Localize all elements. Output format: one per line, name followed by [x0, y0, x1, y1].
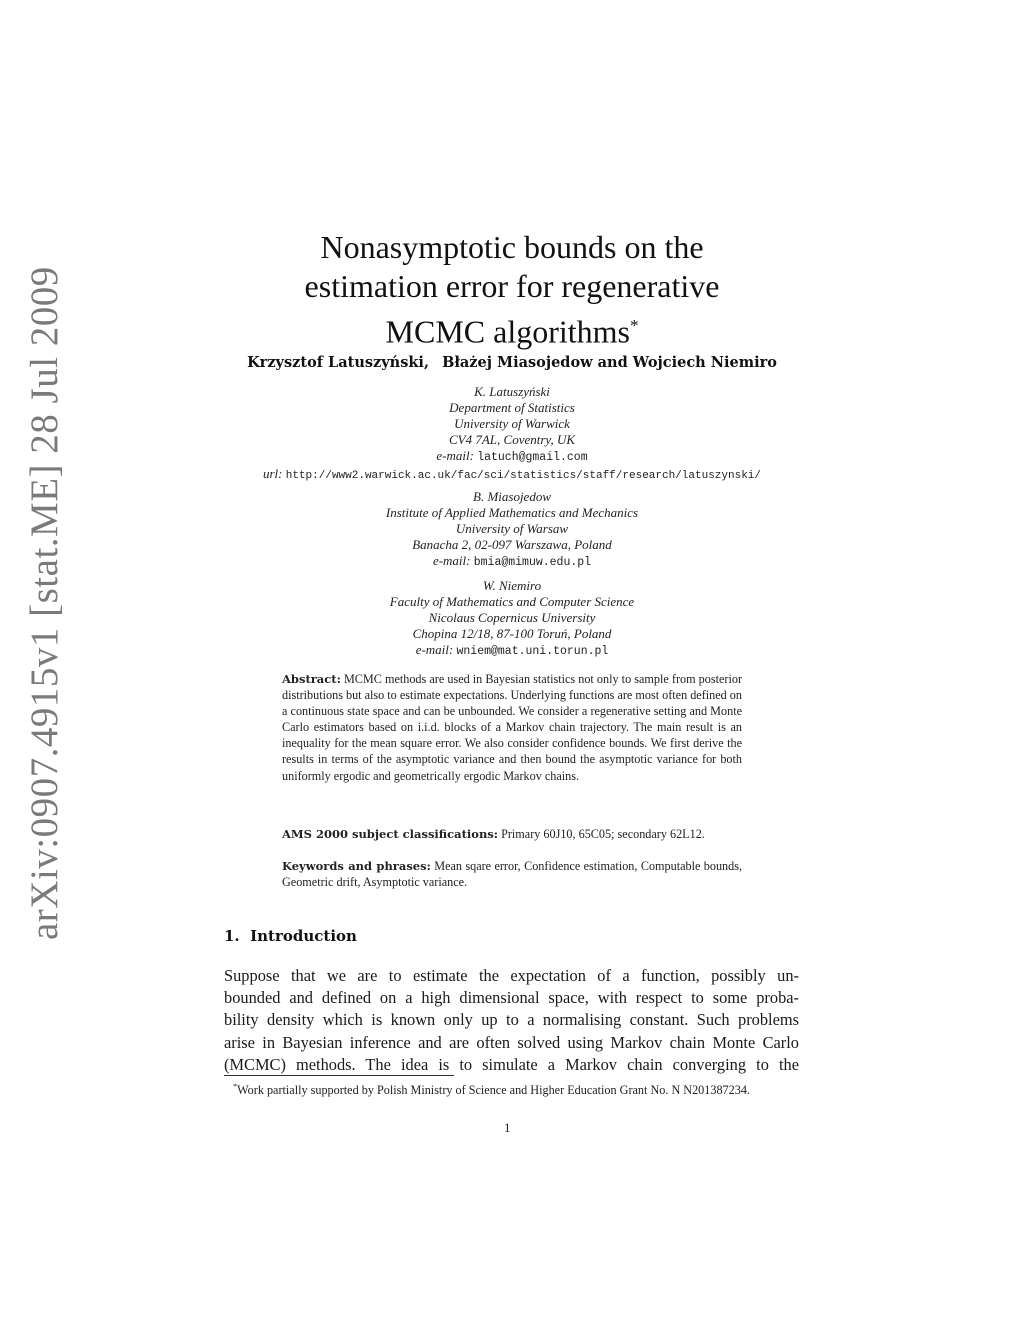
affiliation-latuszynski [160, 384, 864, 484]
affiliation-univ: Nicolaus Copernicus University [428, 610, 596, 625]
affiliation-dept: Institute of Applied Mathematics and Mechanics [385, 505, 639, 520]
affiliation-name: W. Niemiro [482, 578, 542, 593]
affiliation-dept: Department of Statistics [449, 400, 575, 415]
email-label: e-mail: [415, 642, 454, 657]
footnote-mark: * [233, 1082, 238, 1091]
affiliation-place: Banacha 2, 02-097 Warszawa, Poland [412, 537, 612, 552]
affiliation-url-row [160, 466, 864, 484]
body-line: bounded and defined on a high dimensional space, with respect to some proba- [224, 988, 799, 1008]
affiliation-place: Chopina 12/18, 87-100 Toruń, Poland [412, 626, 612, 641]
author-2-3: Błażej Miasojedow and Wojciech Niemiro [442, 354, 777, 371]
affiliation-univ: University of Warwick [454, 416, 570, 431]
affiliation-niemiro [160, 578, 864, 660]
classifications-label: AMS 2000 subject classifications: [282, 827, 499, 841]
email-label: e-mail: [436, 448, 474, 463]
email-label: e-mail: [432, 553, 471, 568]
title-line-1: Nonasymptotic bounds on the [320, 229, 704, 265]
abstract-text: MCMC methods are used in Bayesian statistics not only to sample from posterior distributions but also to estimate expectations. Underlying functions are most often defined on a continuous state space and can be unbounded. We consider a regenerative setting and Monte Carlo estimators based on i.i.d. blocks of a Markov chain trajectory. The main result is an inequality for the mean square error. We also consider confidence bounds. We first derive the results in terms of the asymptotic variance and then bound the asymptotic variance for both uniformly ergodic and geometrically ergodic Markov chains. [282, 672, 742, 783]
section-title: Introduction [250, 927, 357, 945]
affiliation-univ: University of Warsaw [455, 521, 569, 536]
classifications-text: Primary 60J10, 65C05; secondary 62L12. [501, 827, 705, 841]
affiliation-name: K. Latuszyński [474, 384, 550, 399]
url-label: url: [262, 466, 283, 481]
email-link[interactable]: latuch@gmail.com [477, 451, 588, 464]
affiliation-place: CV4 7AL, Coventry, UK [448, 432, 576, 447]
keywords [282, 858, 742, 890]
section-number: 1. [224, 927, 240, 945]
body-line: arise in Bayesian inference and are often solved using Markov chain Monte Carlo [224, 1032, 799, 1052]
keywords-text: Mean sqare error, Confidence estimation, Computable bounds, Geometric drift, Asymptotic variance. [282, 859, 743, 890]
introduction-paragraph [224, 965, 799, 1076]
email-link[interactable]: wniem@mat.uni.torun.pl [456, 645, 609, 658]
affiliation-miasojedow [160, 489, 864, 571]
email-link[interactable]: bmia@mimuw.edu.pl [473, 556, 592, 569]
title-line-2: estimation error for regenerative [304, 268, 720, 304]
title-line-3-text: MCMC algorithms [385, 313, 630, 350]
author-list [160, 354, 864, 371]
abstract-label: Abstract: [282, 672, 341, 686]
title-footnote-mark: * [629, 316, 639, 335]
keywords-label: Keywords and phrases: [282, 859, 431, 873]
body-line: bility density which is known only up to a normalising constant. Such problems [224, 1010, 799, 1030]
paper-title [180, 228, 844, 352]
footnote-divider [224, 1075, 454, 1076]
title-line-3 [180, 306, 844, 352]
footnote-text: Work partially supported by Polish Ministry of Science and Higher Education Grant No. N N201387234. [237, 1083, 750, 1098]
arxiv-identifier-stamp: arXiv:0907.4915v1 [stat.ME] 28 Jul 2009 [23, 266, 66, 940]
subject-classifications [282, 826, 742, 842]
footnote [224, 1079, 799, 1098]
body-line: Suppose that we are to estimate the expectation of a function, possibly un- [224, 966, 799, 985]
affiliation-dept: Faculty of Mathematics and Computer Science [389, 594, 635, 609]
affiliation-email-row [160, 448, 864, 466]
author-1: Krzysztof Latuszyński, [247, 354, 429, 371]
affiliation-name: B. Miasojedow [473, 489, 551, 504]
body-line: (MCMC) methods. The idea is to simulate a Markov chain converging to the [224, 1054, 799, 1074]
page-number: 1 [504, 1120, 511, 1135]
abstract [282, 671, 742, 784]
affiliation-email-row [160, 553, 864, 571]
section-heading-introduction [224, 927, 357, 945]
affiliation-email-row [160, 642, 864, 660]
url-link[interactable]: http://www2.warwick.ac.uk/fac/sci/statistics/staff/research/latuszynski/ [285, 470, 762, 482]
